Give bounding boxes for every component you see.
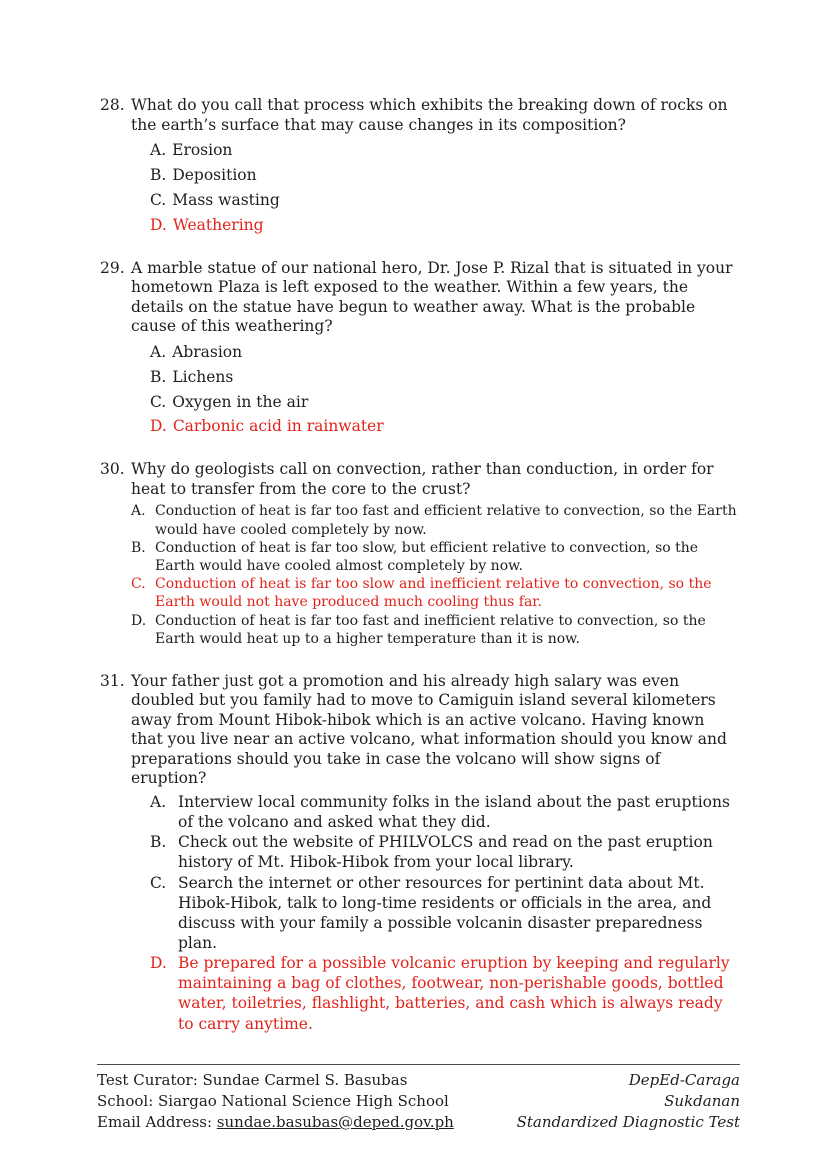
test-curator-line bbox=[97, 1070, 454, 1091]
option-28-a bbox=[150, 141, 740, 160]
question-number: 29. bbox=[100, 258, 125, 277]
footer-branding bbox=[517, 1070, 740, 1133]
question-31-options bbox=[150, 792, 740, 1034]
question-text: Your father just got a promotion and his already high salary was even doubled but you family had to move to Camiguin island several kilometers away from Mount Hibok-hibok which is an active volcano. Having known that you live near an active volcano, what information should you know and preparations should you take in case the volcano will show signs of eruption? bbox=[131, 671, 727, 788]
option-text: Erosion bbox=[172, 141, 233, 160]
option-label: D. bbox=[150, 215, 167, 234]
sukdanan-label: Sukdanan bbox=[664, 1092, 740, 1110]
question-number: 28. bbox=[100, 96, 125, 114]
standardized-test-label: Standardized Diagnostic Test bbox=[516, 1113, 740, 1131]
email-link[interactable]: sundae.basubas@deped.gov.ph bbox=[216, 1113, 454, 1131]
option-text: Lichens bbox=[172, 367, 234, 386]
school-value: Siargao National Science High School bbox=[158, 1092, 449, 1110]
option-label: A. bbox=[150, 792, 167, 811]
option-label: C. bbox=[150, 190, 167, 209]
option-31-c bbox=[150, 873, 740, 954]
question-text: Why do geologists call on convection, rather than conduction, in order for heat to transfer from the core to the crust? bbox=[131, 460, 714, 498]
question-29-head bbox=[100, 259, 740, 337]
question-number: 31. bbox=[100, 671, 125, 690]
option-30-b bbox=[131, 539, 740, 575]
email-label: Email Address: bbox=[97, 1113, 213, 1131]
option-label: D. bbox=[150, 954, 167, 973]
option-29-b bbox=[150, 368, 740, 387]
option-31-d-answer bbox=[150, 953, 740, 1034]
option-text: Interview local community folks in the island about the past eruptions of the volcano and asked what they did. bbox=[178, 792, 730, 832]
option-28-c bbox=[150, 191, 740, 210]
option-text: Search the internet or other resources for pertinint data about Mt. Hibok-Hibok, talk to long-time residents or officials in the area, and discuss with your family a possible volcanin disaster preparedness plan. bbox=[178, 873, 712, 952]
option-29-c bbox=[150, 393, 740, 412]
option-31-a bbox=[150, 792, 740, 832]
option-text: Conduction of heat is far too fast and efficient relative to convection, so the Earth would have cooled completely by now. bbox=[155, 503, 737, 538]
option-label: A. bbox=[150, 141, 167, 160]
question-30-options bbox=[131, 502, 740, 648]
option-text: Conduction of heat is far too fast and inefficient relative to convection, so the Earth would heat up to a higher temperature than it is now. bbox=[155, 612, 706, 647]
questions-area bbox=[100, 96, 740, 1034]
question-28-options bbox=[150, 141, 740, 235]
option-29-d-answer bbox=[150, 417, 740, 436]
question-31 bbox=[100, 672, 740, 1034]
question-29-options bbox=[150, 343, 740, 437]
question-31-head bbox=[100, 672, 740, 789]
option-28-b bbox=[150, 166, 740, 185]
option-text: Conduction of heat is far too slow and inefficient relative to convection, so the Earth would not have produced much cooling thus far. bbox=[155, 576, 712, 611]
option-label: C. bbox=[131, 576, 146, 593]
school-line bbox=[97, 1091, 454, 1112]
option-30-c-answer bbox=[131, 575, 740, 611]
footer-credits bbox=[97, 1070, 454, 1133]
question-28 bbox=[100, 96, 740, 235]
option-text: Mass wasting bbox=[172, 190, 280, 209]
test-curator-label: Test Curator: bbox=[97, 1071, 198, 1089]
option-label: B. bbox=[150, 165, 167, 184]
option-label: B. bbox=[150, 833, 167, 852]
option-label: A. bbox=[131, 503, 146, 520]
option-text: Check out the website of PHILVOLCS and read on the past eruption history of Mt. Hibok-Hibok from your local library. bbox=[178, 833, 713, 872]
option-30-a bbox=[131, 502, 740, 538]
option-text: Abrasion bbox=[172, 342, 243, 361]
question-29 bbox=[100, 259, 740, 437]
option-30-d bbox=[131, 612, 740, 648]
page-footer bbox=[97, 1064, 740, 1133]
option-29-a bbox=[150, 343, 740, 362]
question-28-head bbox=[100, 96, 740, 135]
option-label: C. bbox=[150, 392, 167, 411]
question-text: What do you call that process which exhibits the breaking down of rocks on the earth’s surface that may cause changes in its composition? bbox=[131, 96, 728, 134]
option-text: Oxygen in the air bbox=[172, 392, 309, 411]
option-28-d-answer bbox=[150, 216, 740, 235]
question-text: A marble statue of our national hero, Dr. Jose P. Rizal that is situated in your hometown Plaza is left exposed to the weather. Within a few years, the details on the statue have begun to weather away. What is the probable cause of this weathering? bbox=[131, 258, 733, 336]
option-label: B. bbox=[150, 367, 167, 386]
option-text: Deposition bbox=[172, 165, 257, 184]
option-label: A. bbox=[150, 342, 167, 361]
option-label: B. bbox=[131, 539, 146, 556]
option-text: Carbonic acid in rainwater bbox=[172, 417, 384, 436]
option-label: D. bbox=[131, 612, 147, 629]
option-text: Conduction of heat is far too slow, but efficient relative to convection, so the Earth would have cooled almost completely by now. bbox=[155, 539, 699, 574]
email-line bbox=[97, 1112, 454, 1133]
deped-caraga-label: DepEd-Caraga bbox=[628, 1071, 740, 1089]
question-30 bbox=[100, 460, 740, 648]
option-label: D. bbox=[150, 417, 167, 436]
option-label: C. bbox=[150, 873, 167, 892]
question-30-head bbox=[100, 460, 740, 499]
school-label: School: bbox=[97, 1092, 154, 1110]
test-curator-value: Sundae Carmel S. Basubas bbox=[202, 1071, 408, 1089]
option-text: Be prepared for a possible volcanic eruption by keeping and regularly maintaining a bag of clothes, footwear, non-perishable goods, bottled water, toiletries, flashlight, batteries, and cash which is always ready to carry anytime. bbox=[178, 954, 730, 1033]
question-number: 30. bbox=[100, 460, 125, 479]
option-text: Weathering bbox=[172, 215, 264, 234]
option-31-b bbox=[150, 832, 740, 872]
